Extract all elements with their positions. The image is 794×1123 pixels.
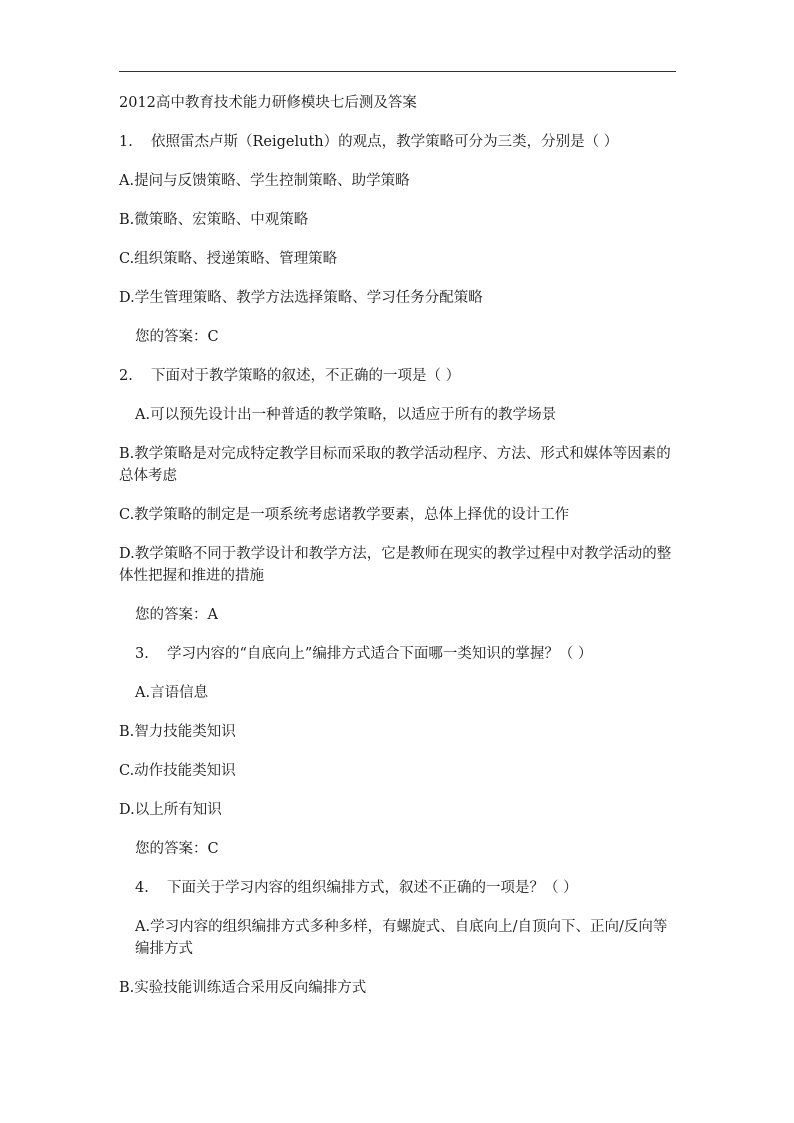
question-2	[119, 365, 679, 387]
question-3-text: 学习内容的“自底向上”编排方式适合下面哪一类知识的掌握？（ ）	[167, 646, 593, 662]
question-2-answer: 您的答案：A	[135, 607, 218, 623]
question-1	[119, 131, 679, 153]
question-3-answer: 您的答案：C	[135, 841, 219, 857]
question-3-option-d: D.以上所有知识	[119, 802, 222, 818]
question-3-option-a: A.言语信息	[135, 685, 209, 701]
question-1-option-c: C.组织策略、授递策略、管理策略	[119, 251, 338, 267]
question-1-number: 1.	[119, 134, 133, 150]
header-rule	[119, 71, 676, 72]
document-body	[119, 92, 679, 1016]
question-4-number: 4.	[135, 880, 149, 896]
question-3	[119, 643, 679, 665]
question-3-option-c: C.动作技能类知识	[119, 763, 236, 779]
question-1-option-a: A.提问与反馈策略、学生控制策略、助学策略	[119, 173, 410, 189]
question-4	[119, 877, 679, 899]
question-2-option-d: D.教学策略不同于教学设计和教学方法，它是教师在现实的教学过程中对教学活动的整体性把握和推进的措施	[119, 546, 672, 584]
document-title: 2012高中教育技术能力研修模块七后测及答案	[119, 95, 417, 111]
question-2-text: 下面对于教学策略的叙述，不正确的一项是（ ）	[151, 368, 461, 384]
question-4-option-a: A.学习内容的组织编排方式多种多样，有螺旋式、自底向上/自顶向下、正向/反向等编排方式	[135, 919, 668, 957]
question-4-option-b: B.实验技能训练适合采用反向编排方式	[119, 980, 367, 996]
question-2-option-a: A.可以预先设计出一种普适的教学策略，以适应于所有的教学场景	[135, 407, 557, 423]
question-2-option-c: C.教学策略的制定是一项系统考虑诸教学要素，总体上择优的设计工作	[119, 507, 570, 523]
question-3-option-b: B.智力技能类知识	[119, 724, 236, 740]
question-1-option-d: D.学生管理策略、教学方法选择策略、学习任务分配策略	[119, 290, 483, 306]
question-1-answer: 您的答案：C	[135, 329, 219, 345]
question-3-number: 3.	[135, 646, 149, 662]
question-1-option-b: B.微策略、宏策略、中观策略	[119, 212, 309, 228]
question-1-text: 依照雷杰卢斯（Reigeluth）的观点，教学策略可分为三类，分别是（ ）	[151, 134, 619, 150]
question-4-text: 下面关于学习内容的组织编排方式，叙述不正确的一项是？（ ）	[167, 880, 578, 896]
question-2-number: 2.	[119, 368, 133, 384]
question-2-option-b: B.教学策略是对完成特定教学目标而采取的教学活动程序、方法、形式和媒体等因素的总体考虑	[119, 446, 671, 484]
